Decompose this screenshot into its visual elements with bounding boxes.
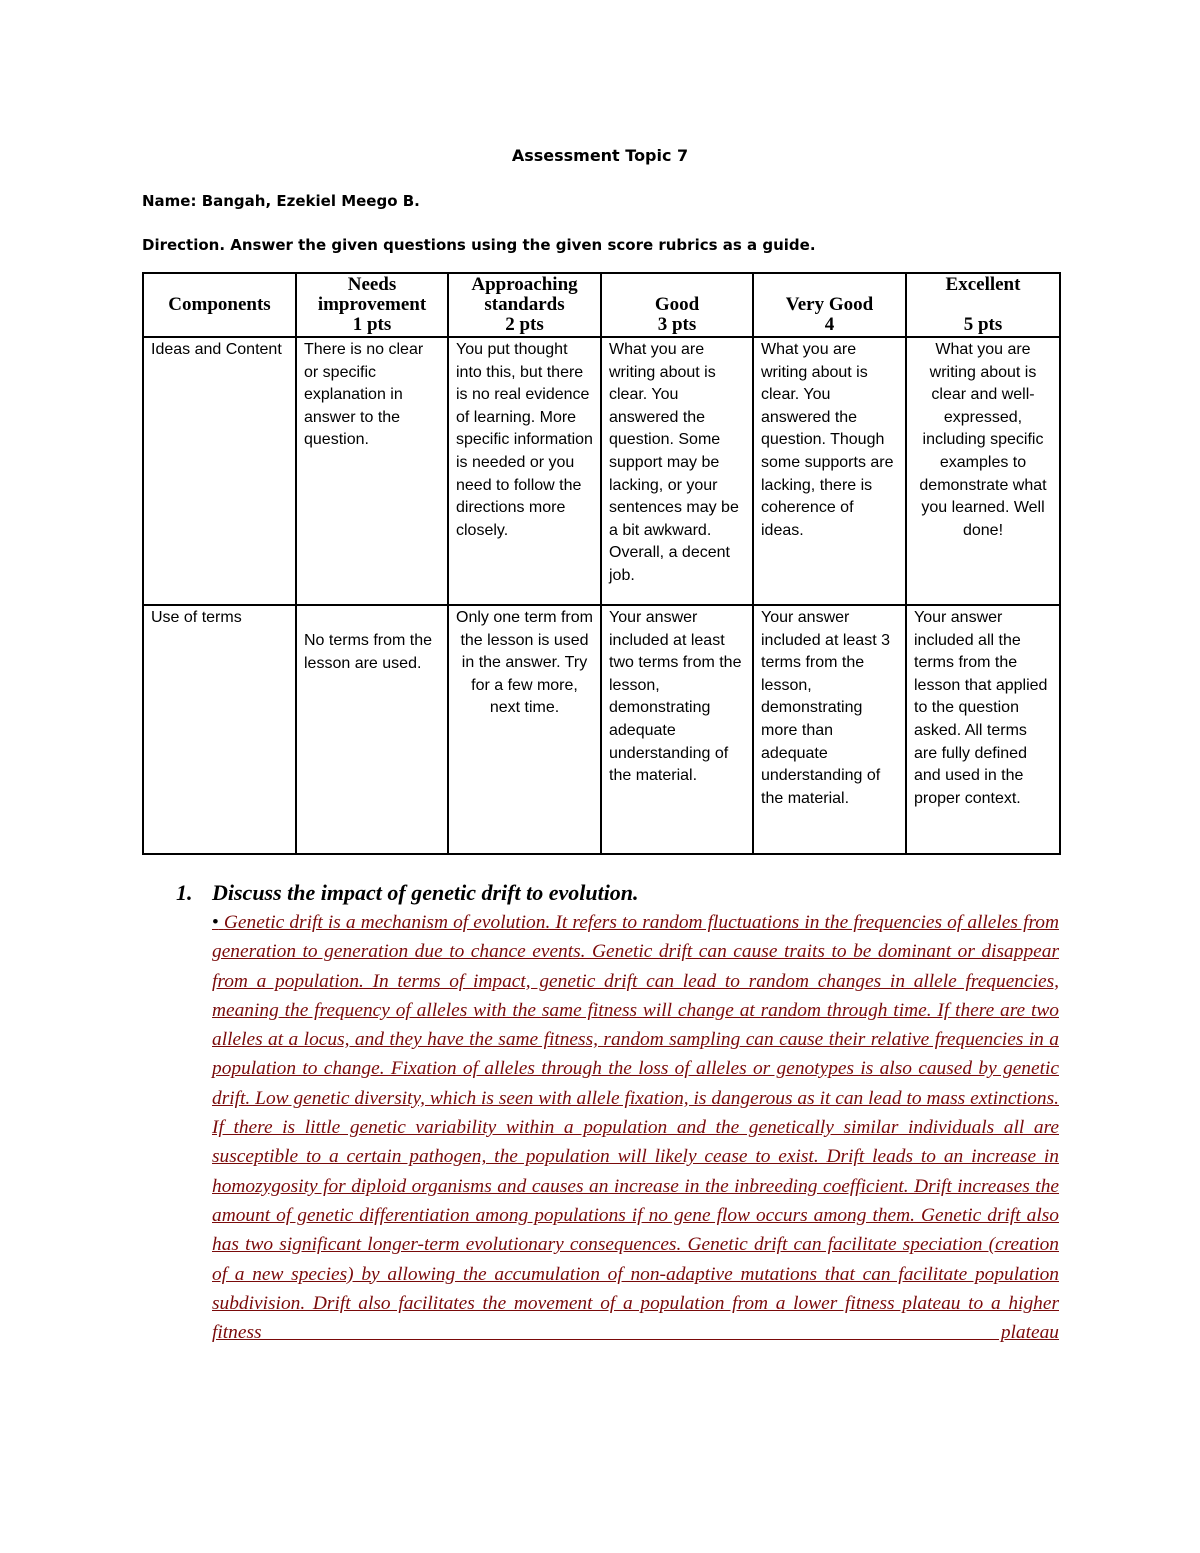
rubric-cell-good: Your answer included at least two terms from the lesson, demonstrating adequate understanding of the material. (601, 605, 753, 854)
header-label: Good (654, 294, 700, 315)
rubric-cell-excellent: Your answer included all the terms from the lesson that applied to the question asked. All terms are fully defined and used in the proper context. (906, 605, 1060, 854)
header-points: 1 pts (352, 314, 392, 335)
header-excellent (906, 273, 1060, 337)
rubric-cell-good: What you are writing about is clear. You answered the question. Some support may be lacking, or your sentences may be a bit awkward. Overall, a decent job. (601, 337, 753, 605)
header-points: 5 pts (963, 314, 1003, 335)
header-label: Very Good (785, 294, 874, 315)
header-good (601, 273, 753, 337)
rubric-header-row (143, 273, 1060, 337)
document-title: Assessment Topic 7 (511, 146, 689, 165)
header-label: Approaching (471, 274, 578, 295)
rubric-cell-very-good: What you are writing about is clear. You answered the question. Though some supports are lacking, there is coherence of ideas. (753, 337, 906, 605)
question-number: 1. (176, 880, 193, 905)
header-very-good (753, 273, 906, 337)
header-label: Needs (347, 274, 397, 295)
header-points: 2 pts (505, 314, 544, 335)
rubric-row-use-of-terms (143, 605, 1060, 854)
score-rubric-table (142, 272, 1061, 855)
header-label: Excellent (945, 274, 1021, 295)
rubric-row-ideas-and-content (143, 337, 1060, 605)
header-components: Components (143, 273, 296, 337)
question-text: Discuss the impact of genetic drift to evolution. (212, 880, 639, 905)
header-approaching-standards (448, 273, 601, 337)
direction-line: Direction. Answer the given questions using the given score rubrics as a guide. (142, 236, 816, 254)
rubric-cell-very-good: Your answer included at least 3 terms from the lesson, demonstrating more than adequate understanding of the material. (753, 605, 906, 854)
rubric-cell-excellent: What you are writing about is clear and well-expressed, including specific examples to demonstrate what you learned. Well done! (906, 337, 1060, 605)
rubric-cell-approaching-standards: Only one term from the lesson is used in the answer. Try for a few more, next time. (448, 605, 601, 854)
row-component-label: Ideas and Content (143, 337, 296, 605)
rubric-cell-approaching-standards: You put thought into this, but there is no real evidence of learning. More specific information is needed or you need to follow the directions more closely. (448, 337, 601, 605)
bullet-icon: • (212, 912, 219, 933)
rubric-cell-needs-improvement: There is no clear or specific explanation in answer to the question. (296, 337, 448, 605)
answer-paragraph (212, 908, 1059, 1347)
header-needs-improvement (296, 273, 448, 337)
header-label: standards (484, 294, 565, 315)
header-points: 3 pts (657, 314, 697, 335)
header-label: improvement (317, 294, 427, 315)
row-component-label: Use of terms (143, 605, 296, 854)
name-line: Name: Bangah, Ezekiel Meego B. (142, 192, 420, 210)
rubric-cell-needs-improvement: No terms from the lesson are used. (296, 605, 448, 854)
header-points: 4 (824, 314, 835, 335)
answer-text: Genetic drift is a mechanism of evolution. It refers to random fluctuations in the frequencies of alleles from generation to generation due to chance events. Genetic drift can cause traits to be dominant or disappear from a population. In terms of impact, genetic drift can lead to random changes in allele frequencies, meaning the frequency of alleles with the same fitness will change at random through time. If there are two alleles at a locus, and they have the same fitness, random sampling can cause their relative frequencies in a population to change. Fixation of alleles through the loss of alleles or genotypes is also caused by genetic drift. Low genetic diversity, which is seen with allele fixation, is dangerous as it can lead to mass extinctions. If there is little genetic variability within a population and the genetically similar individuals all are susceptible to a certain pathogen, the population will likely cease to exist. Drift leads to an increase in homozygosity for diploid organisms and causes an increase in the inbreeding coefficient. Drift increases the amount of genetic differentiation among populations if no gene flow occurs among them. Genetic drift also has two significant longer-term evolutionary consequences. Genetic drift can facilitate speciation (creation of a new species) by allowing the accumulation of non-adaptive mutations that can facilitate population subdivision. Drift also facilitates the movement of a population from a lower fitness plateau to a higher fitness plateau (212, 912, 1059, 1344)
question-heading (176, 880, 639, 906)
